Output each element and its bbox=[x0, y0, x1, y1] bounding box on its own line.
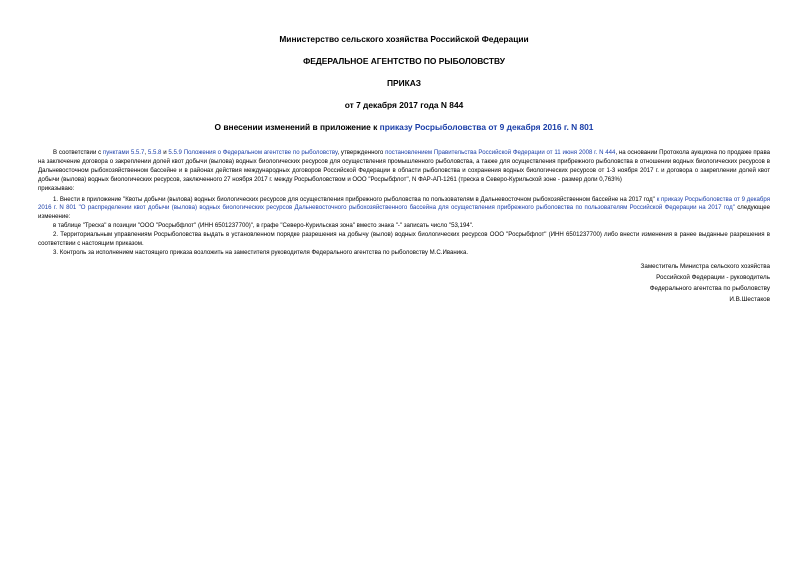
agency-heading: ФЕДЕРАЛЬНОЕ АГЕНТСТВО ПО РЫБОЛОВСТВУ bbox=[303, 56, 505, 66]
link-government-decree[interactable]: постановлением Правительства Российской Федерации от 11 июня 2008 г. N 444 bbox=[385, 149, 616, 156]
item-1-tail: следующее изменение: bbox=[38, 204, 770, 221]
link-clause-5-5-7[interactable]: пунктами 5.5.7 bbox=[102, 149, 145, 156]
item-1-sub-paragraph: в таблице "Треска" в позиции "ООО "Росрыбфлот" (ИНН 6501237700)", в графе "Северо-Курильская зона" вместо знака "-" записать число "53,194". bbox=[53, 222, 474, 230]
item-1-text: 1. Внести в приложение "Квоты добычи (вылова) водных биологических ресурсов для осуществления прибрежного рыболовства по пользователям в Дальневосточном рыбохозяйственном бассейне на 2017 год" bbox=[53, 195, 657, 203]
link-order-801[interactable]: к приказу Росрыболовства от 9 декабря 2016 г. N 801 "О распределении квот добычи (вылова) водных биологических ресурсов Дальневосточного рыбохозяйственного бассейна для осуществления прибрежного рыболовства по пользователям Российской Федерации на 2017 год" bbox=[38, 195, 771, 212]
preamble-text-5: , на основании Протокола аукциона по продаже права на заключение договора о закреплении долей квот добычи (вылова) водных биологических ресурсов для осуществления промышленного рыболовства, а также для осуществления прибрежного рыболовства в отношении водных биологических ресурсов в Дальневосточном рыбохозяйственном бассейне и в районах действия международных договоров Российской Федерации в области рыболовства и сохранения водных биологических ресурсов от 1-3 ноября 2017 г. и договора о закреплении долей квот добычи (вылова) водных биологических ресурсов, заключенного 27 ноября 2017 г. между Росрыболовством и ООО "Росрыбфлот", N ФАР-АП-1261 (треска в Северо-Курильской зоне - размер доли 0,763%) bbox=[38, 149, 771, 183]
signature-name: И.В.Шестаков bbox=[729, 295, 770, 303]
signature-line-2: Российской Федерации - руководитель bbox=[656, 273, 770, 281]
preamble-text-4: , утвержденного bbox=[337, 149, 386, 156]
title-prefix: О внесении изменений в приложение к bbox=[214, 122, 380, 132]
document-title bbox=[38, 122, 770, 133]
item-1-paragraph bbox=[38, 196, 770, 223]
item-2-paragraph: 2. Территориальным управлениям Росрыболовства выдать в установленном порядке разрешения на добычу (вылов) водных биологических ресурсов ООО "Росрыбфлот" (ИНН 6501237700) либо внести изменения в ранее выданные разрешения в соответствии с настоящим приказом. bbox=[38, 231, 770, 248]
document-page bbox=[38, 34, 770, 305]
date-number-heading: от 7 декабря 2017 года N 844 bbox=[344, 100, 464, 110]
link-agency-regulation[interactable]: 5.5.9 Положения о Федеральном агентстве по рыболовству bbox=[168, 149, 338, 156]
signature-block bbox=[38, 261, 770, 305]
item-3-paragraph: 3. Контроль за исполнением настоящего приказа возложить на заместителя руководителя Федерального агентства по рыболовству М.С.Иваника. bbox=[53, 248, 469, 256]
preamble-text-3: и bbox=[161, 149, 169, 156]
preamble-text-1: В соответствии с bbox=[53, 149, 103, 156]
preamble-text-2: , bbox=[144, 149, 148, 156]
order-word: приказываю: bbox=[38, 184, 75, 192]
title-order-link[interactable]: приказу Росрыболовства от 9 декабря 2016 г. N 801 bbox=[379, 122, 594, 132]
link-clause-5-5-8[interactable]: 5.5.8 bbox=[147, 149, 162, 156]
preamble-paragraph bbox=[38, 149, 770, 185]
document-body bbox=[38, 149, 770, 258]
signature-line-1: Заместитель Министра сельского хозяйства bbox=[640, 262, 770, 270]
doc-type-heading: ПРИКАЗ bbox=[386, 78, 422, 88]
ministry-heading: Министерство сельского хозяйства Российской Федерации bbox=[279, 34, 529, 44]
signature-line-3: Федерального агентства по рыболовству bbox=[649, 284, 770, 292]
